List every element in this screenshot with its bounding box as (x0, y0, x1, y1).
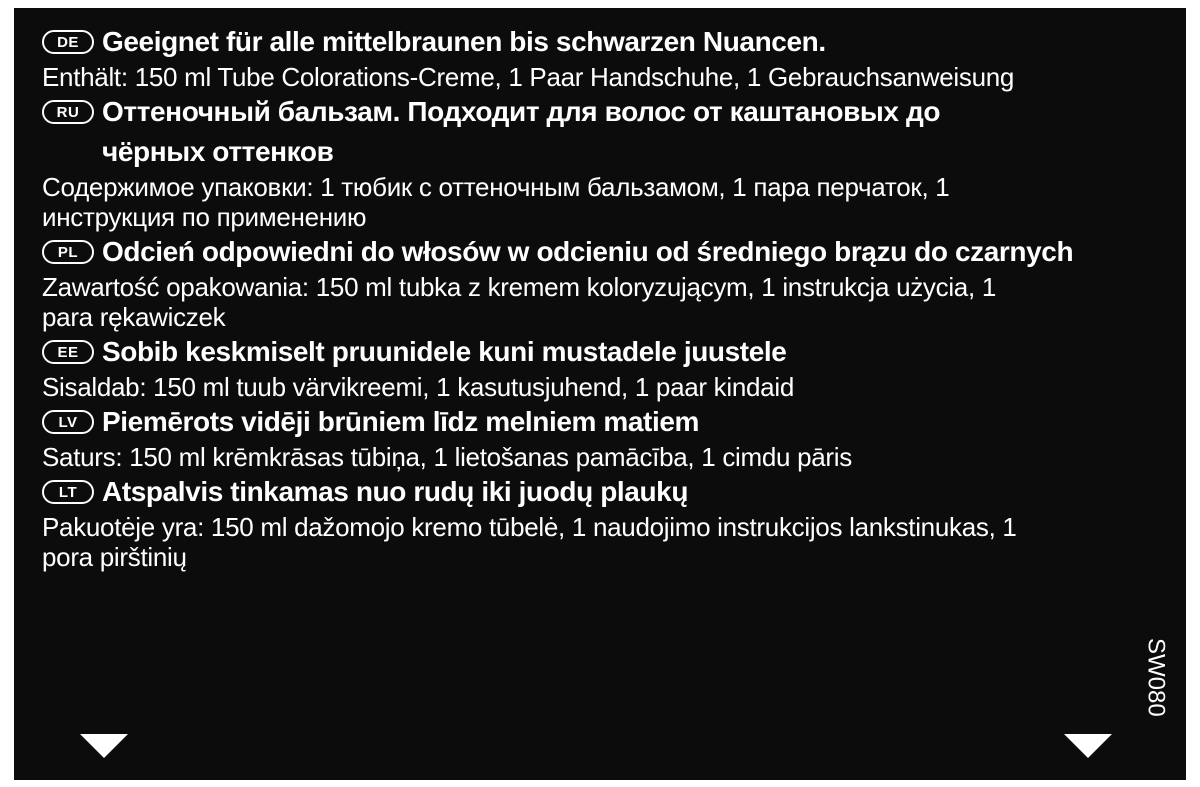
language-badge-lt: LT (42, 480, 94, 504)
language-badge-ee: EE (42, 340, 94, 364)
heading-text: Atspalvis tinkamas nuo rudų iki juodų plaukų (102, 476, 689, 507)
language-badge-de: DE (42, 30, 94, 54)
heading-text: Geeignet für alle mittelbraunen bis schwarzen Nuancen. (102, 26, 826, 57)
section-ru (42, 92, 1186, 232)
heading-text: Оттеночный бальзам. Подходит для волос от каштановых до чёрных оттенков (102, 96, 941, 167)
section-heading (42, 402, 1186, 442)
body-text: Enthält: 150 ml Tube Colorations-Creme, 1 Paar Handschuhe, 1 Gebrauchsanweisung (42, 62, 1015, 92)
body-text: Содержимое упаковки: 1 тюбик с оттеночным бальзамом, 1 пара перчаток, 1 инструкция по применению (42, 172, 950, 232)
section-heading (42, 472, 1186, 512)
section-lt (42, 472, 1186, 572)
section-lv (42, 402, 1186, 472)
language-badge-lv: LV (42, 410, 94, 434)
heading-text: Piemērots vidēji brūniem līdz melniem matiem (102, 406, 700, 437)
section-pl (42, 232, 1186, 332)
body-text: Pakuotėje yra: 150 ml dažomojo kremo tūbelė, 1 naudojimo instrukcijos lankstinukas, 1 pora pirštinių (42, 512, 1017, 572)
label-panel (14, 8, 1186, 780)
language-badge-pl: PL (42, 240, 94, 264)
section-heading (42, 332, 1186, 372)
section-heading (42, 22, 1186, 62)
section-heading (42, 92, 1186, 172)
section-de (42, 22, 1186, 92)
side-code-label: SW080 (1143, 638, 1170, 717)
heading-text: Sobib keskmiselt pruunidele kuni mustadele juustele (102, 336, 787, 367)
down-triangle-icon (80, 734, 128, 758)
down-triangle-icon (1064, 734, 1112, 758)
body-text: Sisaldab: 150 ml tuub värvikreemi, 1 kasutusjuhend, 1 paar kindaid (42, 372, 794, 402)
body-text: Zawartość opakowania: 150 ml tubka z kremem koloryzującym, 1 instrukcja użycia, 1 para rękawiczek (42, 272, 996, 332)
section-ee (42, 332, 1186, 402)
section-heading (42, 232, 1186, 272)
language-badge-ru: RU (42, 100, 94, 124)
heading-text: Odcień odpowiedni do włosów w odcieniu od średniego brązu do czarnych (102, 236, 1074, 267)
body-text: Saturs: 150 ml krēmkrāsas tūbiņa, 1 lietošanas pamācība, 1 cimdu pāris (42, 442, 852, 472)
